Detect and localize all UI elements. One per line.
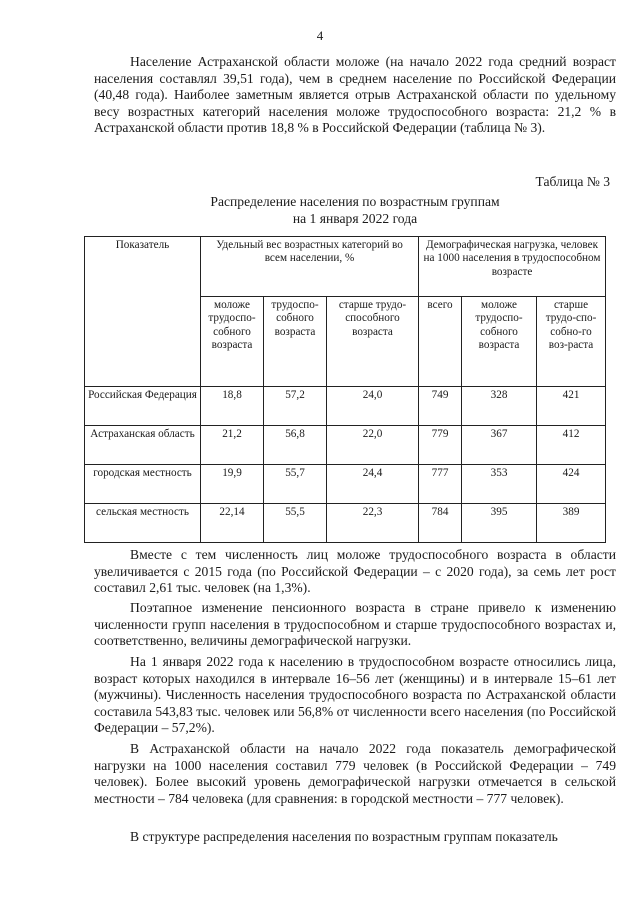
header-indicator: Показатель (85, 237, 201, 387)
table-cell: 421 (537, 387, 606, 426)
paragraph: В Астраханской области на начало 2022 года показатель демографической нагрузки на 1000 населения составил 779 человек (в Российской Федерации – 749 человек). Более высокий уровень демографической нагрузки отмечается в сельской местности – 784 человека (для сравнения: в городской местности – 777 человек). (94, 741, 616, 806)
table-cell: 21,2 (201, 426, 264, 465)
table-cell: 328 (462, 387, 537, 426)
table-title-line2: на 1 января 2022 года (292, 211, 418, 226)
subheader-cell: старше трудо-спо-собно-го воз-раста (537, 297, 606, 387)
intro-paragraph: Население Астраханской области моложе (на начало 2022 года средний возраст населения составлял 39,51 года), чем в среднем население по Российской Федерации (40,48 года). Наиболее заметным является отрыв Астраханской области по удельному весу возрастных категорий населения моложе трудоспособного возраста: 21,2 % в Астраханской области против 18,8 % в Российской Федерации (таблица № 3). (94, 54, 616, 136)
subheader-cell: всего (419, 297, 462, 387)
age-distribution-table (84, 236, 606, 543)
table-cell: 55,7 (264, 465, 327, 504)
paragraph: В структуре распределения населения по возрастным группам показатель (130, 829, 558, 844)
table-cell: 779 (419, 426, 462, 465)
table-cell: 353 (462, 465, 537, 504)
table-cell: 389 (537, 504, 606, 543)
table-title (94, 193, 616, 227)
row-name: сельская местность (85, 504, 201, 543)
subheader-cell: моложе трудоспо-собного возраста (462, 297, 537, 387)
subheader-cell: трудоспо-собного возраста (264, 297, 327, 387)
subheader-cell: старше трудо-способного возраста (327, 297, 419, 387)
table-cell: 424 (537, 465, 606, 504)
table-row (85, 504, 606, 543)
table-cell: 22,0 (327, 426, 419, 465)
table-cell: 749 (419, 387, 462, 426)
paragraph: Поэтапное изменение пенсионного возраста в стране привело к изменению численности групп населения в трудоспособном и старше трудоспособного возрастах и, соответственно, величины демографической нагрузки. (94, 600, 616, 649)
table-cell: 22,3 (327, 504, 419, 543)
table-cell: 55,5 (264, 504, 327, 543)
header-share-group: Удельный вес возрастных категорий во всем населении, % (201, 237, 419, 297)
table-cell: 24,0 (327, 387, 419, 426)
table-cell: 18,8 (201, 387, 264, 426)
subheader-cell: моложе трудоспо-собного возраста (201, 297, 264, 387)
table-cell: 57,2 (264, 387, 327, 426)
table-cell: 777 (419, 465, 462, 504)
table-cell: 367 (462, 426, 537, 465)
row-name: Астраханская область (85, 426, 201, 465)
table-cell: 19,9 (201, 465, 264, 504)
table-row (85, 426, 606, 465)
table-cell: 395 (462, 504, 537, 543)
row-name: городская местность (85, 465, 201, 504)
table-title-line1: Распределение населения по возрастным группам (210, 194, 500, 209)
table-cell: 24,4 (327, 465, 419, 504)
table-header-row (85, 237, 606, 297)
paragraph: На 1 января 2022 года к населению в трудоспособном возрасте относились лица, возраст которых находился в интервале 16–56 лет (женщины) и в интервале 15–61 лет (мужчины). Численность населения трудоспособного возраста по Астраханской области составила 543,83 тыс. человек или 56,8% от численности всего населения (по Российской Федерации – 57,2%). (94, 654, 616, 736)
table-label: Таблица № 3 (535, 174, 610, 189)
table-row (85, 387, 606, 426)
page-number: 4 (316, 28, 324, 43)
header-load-group: Демографическая нагрузка, человек на 1000 населения в трудоспособном возрасте (419, 237, 606, 297)
paragraph: Вместе с тем численность лиц моложе трудоспособного возраста в области увеличивается с 2015 года (по Российской Федерации – с 2020 года), за семь лет рост составил 2,61 тыс. человек (на 1,3%). (94, 547, 616, 596)
table-cell: 412 (537, 426, 606, 465)
table-row (85, 465, 606, 504)
row-name: Российская Федерация (85, 387, 201, 426)
table-cell: 784 (419, 504, 462, 543)
table-cell: 56,8 (264, 426, 327, 465)
table-cell: 22,14 (201, 504, 264, 543)
